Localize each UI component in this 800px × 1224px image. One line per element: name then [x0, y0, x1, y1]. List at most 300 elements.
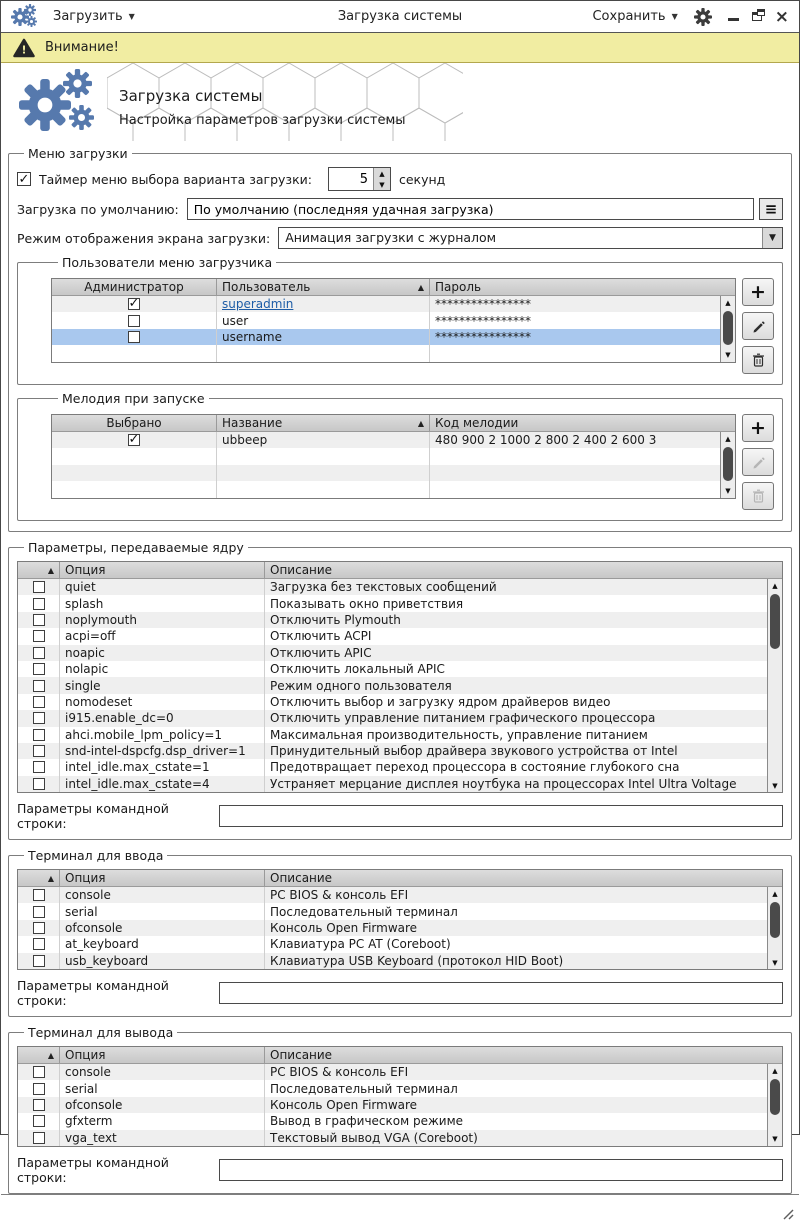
row-checkbox[interactable]: [33, 647, 45, 659]
scroll-up-button[interactable]: ▲: [772, 1066, 778, 1075]
melody-table-header: [52, 415, 735, 432]
table-row[interactable]: [18, 1064, 782, 1080]
table-row[interactable]: [18, 694, 782, 710]
row-checkbox[interactable]: [33, 630, 45, 642]
cell-option: [60, 776, 265, 792]
row-checkbox[interactable]: ✓: [128, 432, 140, 448]
display-mode-value: Анимация загрузки с журналом: [285, 230, 497, 245]
table-row[interactable]: [52, 312, 735, 328]
display-mode-select[interactable]: [278, 227, 783, 249]
row-checkbox[interactable]: [33, 955, 45, 967]
warning-banner: [1, 33, 799, 63]
scroll-up-button[interactable]: ▲: [725, 298, 731, 307]
table-row[interactable]: [18, 887, 782, 903]
column-header-option[interactable]: Опция: [60, 870, 265, 886]
table-row[interactable]: [52, 465, 735, 481]
cell-description: [265, 887, 782, 903]
cell-description-text: Отключить выбор и загрузку ядром драйверов видео: [270, 694, 611, 709]
kernel-params-table: [17, 561, 783, 793]
warning-text: Внимание!: [45, 40, 119, 55]
default-boot-label: Загрузка по умолчанию:: [17, 201, 179, 217]
add-user-button[interactable]: +: [742, 278, 774, 306]
kernel-table-header: [18, 562, 782, 579]
cell-option: [60, 579, 265, 595]
cell-password: [430, 345, 735, 361]
close-button[interactable]: ×: [774, 6, 789, 27]
table-row[interactable]: [18, 661, 782, 677]
cell-description: [265, 920, 782, 936]
row-checkbox[interactable]: [33, 938, 45, 950]
row-checkbox[interactable]: [33, 1066, 45, 1078]
column-header-code[interactable]: Код мелодии: [435, 416, 519, 430]
cell-option: [60, 612, 265, 628]
cell-description: [265, 953, 782, 969]
cell-description: [265, 595, 782, 611]
cell-description: [265, 579, 782, 595]
terminal-output-table: [17, 1046, 783, 1147]
spin-up-button[interactable]: ▲: [379, 169, 385, 178]
kernel-cmdline-row: [17, 801, 783, 831]
cell-option-text: ahci.mobile_lpm_policy=1: [65, 727, 223, 742]
table-row[interactable]: [18, 628, 782, 644]
cell-option: [60, 936, 265, 952]
display-mode-row: [17, 227, 783, 249]
cell-description: [265, 776, 782, 792]
resize-grip[interactable]: [780, 1206, 795, 1221]
cell-description: [265, 1130, 782, 1146]
table-row[interactable]: [18, 776, 782, 792]
scroll-thumb[interactable]: [723, 447, 733, 481]
cell-checkbox: [18, 953, 60, 969]
default-boot-menu-button[interactable]: [759, 198, 783, 220]
cell-description: [265, 903, 782, 919]
cell-description: [265, 677, 782, 693]
scroll-down-button[interactable]: ▼: [772, 781, 778, 790]
table-row[interactable]: [18, 595, 782, 611]
cell-option-text: nomodeset: [65, 694, 133, 709]
table-row[interactable]: [18, 759, 782, 775]
sort-ascending-icon: ▲: [47, 565, 54, 575]
cell-option-text: snd-intel-dspcfg.dsp_driver=1: [65, 744, 246, 759]
cell-option-text: nolapic: [65, 662, 109, 677]
cell-option: [60, 694, 265, 710]
page-title: Загрузка системы: [119, 87, 263, 105]
boot-menu-group: [8, 146, 792, 532]
cell-name-text: ubbeep: [222, 433, 268, 448]
timer-label: Таймер меню выбора варианта загрузки:: [39, 171, 312, 187]
startup-melody-legend: Мелодия при запуске: [62, 391, 205, 406]
cell-option-text: intel_idle.max_cstate=1: [65, 760, 210, 775]
scroll-down-button[interactable]: ▼: [725, 487, 731, 496]
cell-checkbox: [18, 887, 60, 903]
cell-admin: [52, 345, 217, 361]
terminal-output-cmdline-label: Параметры командной строки:: [17, 1154, 169, 1185]
settings-gear-icon[interactable]: [694, 8, 712, 26]
row-checkbox[interactable]: [33, 729, 45, 741]
add-melody-button[interactable]: +: [742, 414, 774, 442]
table-row[interactable]: [18, 727, 782, 743]
row-checkbox[interactable]: [33, 1083, 45, 1095]
boot-users-legend: Пользователи меню загрузчика: [62, 255, 273, 270]
cell-name: [217, 465, 430, 481]
column-header-description[interactable]: Описание: [270, 1048, 333, 1063]
melody-table-body: [52, 432, 735, 498]
cell-description: [265, 645, 782, 661]
row-checkbox[interactable]: [33, 1115, 45, 1127]
cell-description-text: Загрузка без текстовых сообщений: [270, 580, 497, 595]
cell-description: [265, 727, 782, 743]
cell-option: [60, 727, 265, 743]
column-header-check[interactable]: [18, 870, 60, 886]
terminal-input-legend: Терминал для ввода: [28, 848, 164, 864]
spin-down-button[interactable]: ▼: [379, 180, 385, 189]
boot-menu-legend: Меню загрузки: [28, 146, 128, 161]
save-menu-button[interactable]: [592, 9, 677, 24]
cell-checkbox: [18, 677, 60, 693]
user-link[interactable]: superadmin: [222, 297, 294, 312]
cell-checkbox: [18, 579, 60, 595]
row-checkbox[interactable]: [33, 1099, 45, 1111]
terminal-output-cmdline-input[interactable]: [219, 1159, 783, 1181]
cell-description: [265, 1080, 782, 1096]
cell-checkbox: [18, 1130, 60, 1146]
cell-checkbox: [18, 727, 60, 743]
page-subtitle: Настройка параметров загрузки системы: [119, 113, 406, 128]
load-menu-label: Загрузить: [53, 9, 123, 24]
row-checkbox[interactable]: [33, 778, 45, 790]
row-checkbox[interactable]: [33, 696, 45, 708]
vertical-scrollbar[interactable]: [767, 887, 782, 969]
terminal-output-header: [18, 1047, 782, 1064]
cell-checkbox: [18, 920, 60, 936]
vertical-scrollbar[interactable]: [720, 296, 735, 362]
row-checkbox[interactable]: [33, 889, 45, 901]
cell-user: [217, 312, 430, 328]
cell-option: [60, 903, 265, 919]
sort-ascending-icon: ▲: [417, 418, 424, 428]
scroll-track[interactable]: [768, 900, 782, 956]
cell-option-text: console: [65, 1065, 111, 1080]
sort-ascending-icon: ▲: [417, 282, 424, 292]
cell-checkbox: [18, 710, 60, 726]
timer-unit-label: секунд: [398, 171, 446, 187]
table-row[interactable]: [18, 1130, 782, 1146]
cell-description-text: PC BIOS & консоль EFI: [270, 888, 409, 903]
kernel-params-group: [8, 540, 792, 840]
table-row[interactable]: [18, 677, 782, 693]
cell-option-text: i915.enable_dc=0: [65, 711, 174, 726]
row-checkbox[interactable]: [33, 581, 45, 593]
edit-melody-button[interactable]: [742, 448, 774, 476]
kernel-cmdline-input[interactable]: [219, 805, 783, 827]
window-title: Загрузка системы: [337, 9, 463, 24]
table-row[interactable]: [52, 432, 735, 448]
chevron-down-icon: ▼: [671, 12, 678, 21]
row-checkbox[interactable]: [33, 680, 45, 692]
scroll-thumb[interactable]: [723, 311, 733, 345]
vertical-scrollbar[interactable]: [767, 1064, 782, 1146]
default-boot-row: [17, 198, 783, 220]
save-menu-label: Сохранить: [592, 9, 666, 24]
startup-melody-group: [17, 391, 783, 521]
cell-code-text: 480 900 2 1000 2 800 2 400 2 600 3: [435, 433, 657, 448]
row-checkbox[interactable]: [33, 906, 45, 918]
cell-checkbox: [18, 628, 60, 644]
column-header-admin[interactable]: Администратор: [52, 279, 217, 295]
cell-checkbox: [18, 743, 60, 759]
kernel-cmdline-label: Параметры командной строки:: [17, 801, 169, 832]
cell-option: [60, 1130, 265, 1146]
cell-description-text: Отключить управление питанием графического процессора: [270, 711, 656, 726]
row-checkbox[interactable]: [33, 712, 45, 724]
svg-text:!: !: [21, 43, 27, 56]
terminal-input-header: [18, 870, 782, 887]
cell-description: [265, 1113, 782, 1129]
terminal-input-cmdline-label: Параметры командной строки:: [17, 978, 169, 1009]
row-checkbox[interactable]: [33, 761, 45, 773]
cell-description: [265, 694, 782, 710]
cell-name: [217, 432, 430, 448]
cell-option-text: serial: [65, 1081, 98, 1096]
scroll-thumb[interactable]: [770, 902, 780, 938]
cell-option-text: splash: [65, 596, 104, 611]
cell-description-text: Принудительный выбор драйвера звукового устройства от Intel: [270, 744, 678, 759]
cell-selected: [52, 432, 217, 448]
cell-password: [430, 329, 735, 345]
display-mode-label: Режим отображения экрана загрузки:: [17, 230, 271, 246]
cell-description-text: Последовательный терминал: [270, 904, 458, 919]
cell-option: [60, 677, 265, 693]
row-checkbox[interactable]: [33, 598, 45, 610]
chevron-down-icon: ▼: [128, 12, 135, 21]
column-header-description[interactable]: Описание: [270, 871, 333, 886]
table-row[interactable]: [52, 345, 735, 361]
cell-checkbox: [18, 661, 60, 677]
warning-icon: [13, 38, 35, 58]
table-row[interactable]: [52, 481, 735, 497]
cell-description-text: Вывод в графическом режиме: [270, 1114, 464, 1129]
row-checkbox[interactable]: ✓: [128, 296, 140, 312]
column-header-password[interactable]: Пароль: [435, 280, 482, 294]
column-header-selected[interactable]: Выбрано: [52, 415, 217, 431]
cell-description-text: Консоль Open Firmware: [270, 1098, 418, 1112]
pencil-icon: [751, 319, 765, 333]
default-boot-input[interactable]: [187, 198, 754, 220]
cell-selected: [52, 465, 217, 481]
cell-selected: [52, 481, 217, 497]
cell-user: [217, 329, 430, 345]
cell-user-text: user: [222, 313, 249, 328]
sort-ascending-icon: ▲: [47, 1050, 54, 1060]
kernel-params-legend: Параметры, передаваемые ядру: [28, 540, 244, 555]
cell-option-text: usb_keyboard: [65, 953, 149, 968]
row-checkbox[interactable]: [33, 663, 45, 675]
cell-checkbox: [18, 694, 60, 710]
cell-checkbox: [18, 903, 60, 919]
trash-icon: [752, 353, 765, 367]
row-checkbox[interactable]: [33, 745, 45, 757]
cell-checkbox: [18, 1064, 60, 1080]
cell-selected: [52, 448, 217, 464]
cell-option: [60, 1080, 265, 1096]
terminal-input-cmdline-input[interactable]: [219, 982, 783, 1004]
cell-description: [265, 710, 782, 726]
table-row[interactable]: [18, 1113, 782, 1129]
cell-option: [60, 759, 265, 775]
timer-spinbox: [328, 167, 391, 191]
table-row[interactable]: [18, 612, 782, 628]
maximize-button[interactable]: [752, 12, 762, 21]
scroll-down-button[interactable]: ▼: [772, 1135, 778, 1144]
cell-description-text: Максимальная производительность, управление питанием: [270, 727, 648, 742]
table-row[interactable]: [18, 936, 782, 952]
table-row[interactable]: [52, 329, 735, 345]
cell-description-text: Консоль Open Firmware: [270, 921, 418, 936]
table-row[interactable]: [18, 743, 782, 759]
cell-option: [60, 645, 265, 661]
scroll-up-button[interactable]: ▲: [725, 434, 731, 443]
cell-option: [60, 595, 265, 611]
table-row[interactable]: [18, 920, 782, 936]
scroll-track[interactable]: [721, 445, 735, 485]
terminal-output-body: [18, 1064, 782, 1146]
cell-checkbox: [18, 595, 60, 611]
table-row[interactable]: [18, 579, 782, 595]
scroll-down-button[interactable]: ▼: [772, 958, 778, 967]
cell-option: [60, 920, 265, 936]
timer-checkbox[interactable]: ✓: [18, 172, 30, 187]
column-header-check[interactable]: [18, 562, 60, 578]
cell-description: [265, 743, 782, 759]
scroll-thumb[interactable]: [770, 594, 780, 649]
cell-option-text: gfxterm: [65, 1114, 113, 1129]
vertical-scrollbar[interactable]: [767, 579, 782, 792]
column-header-description[interactable]: Описание: [270, 563, 333, 577]
cell-option: [60, 743, 265, 759]
table-row[interactable]: [52, 448, 735, 464]
terminal-output-group: [8, 1025, 792, 1194]
cell-option-text: at_keyboard: [65, 937, 139, 952]
cell-code: [430, 481, 735, 497]
edit-user-button[interactable]: [742, 312, 774, 340]
terminal-output-legend: Терминал для вывода: [28, 1025, 174, 1041]
cell-admin: [52, 329, 217, 345]
cell-option-text: intel_idle.max_cstate=4: [65, 776, 210, 791]
cell-description-text: Клавиатура USB Keyboard (протокол HID Boot): [270, 953, 564, 968]
cell-option: [60, 1113, 265, 1129]
cell-checkbox: [18, 612, 60, 628]
row-checkbox[interactable]: [128, 315, 140, 327]
users-table: [51, 278, 736, 363]
table-row[interactable]: [18, 953, 782, 969]
trash-icon: [752, 489, 765, 503]
cell-option: [60, 710, 265, 726]
column-header-option[interactable]: Опция: [60, 1047, 265, 1063]
cell-password: [430, 296, 735, 312]
cell-option-text: acpi=off: [65, 629, 116, 644]
cell-user: [217, 296, 430, 312]
scroll-track[interactable]: [768, 1077, 782, 1133]
delete-melody-button[interactable]: [742, 482, 774, 510]
column-header-check[interactable]: [18, 1047, 60, 1063]
cell-option-text: ofconsole: [65, 1098, 123, 1112]
cell-description: [265, 628, 782, 644]
cell-user-text: username: [222, 329, 282, 344]
cell-description-text: Режим одного пользователя: [270, 678, 452, 693]
cell-name: [217, 481, 430, 497]
scroll-track[interactable]: [768, 592, 782, 779]
cell-user: [217, 345, 430, 361]
cell-description-text: Отключить локальный APIC: [270, 662, 445, 677]
cell-description-text: Отключить Plymouth: [270, 612, 401, 627]
table-row[interactable]: [18, 1080, 782, 1096]
page-header: [1, 63, 799, 141]
column-header-user[interactable]: Пользователь ▲: [217, 279, 430, 295]
cell-option: [60, 953, 265, 969]
cell-option-text: noplymouth: [65, 612, 137, 627]
column-header-name[interactable]: Название ▲: [217, 415, 430, 431]
cell-checkbox: [18, 936, 60, 952]
page-gears-icon: [17, 69, 107, 135]
title-bar: [1, 1, 799, 33]
vertical-scrollbar[interactable]: [720, 432, 735, 498]
cell-password-text: ****************: [435, 297, 531, 312]
minimize-button[interactable]: [728, 18, 739, 21]
scroll-up-button[interactable]: ▲: [772, 889, 778, 898]
cell-option: [60, 1097, 265, 1113]
table-row[interactable]: [18, 903, 782, 919]
cell-code: [430, 448, 735, 464]
cell-checkbox: [18, 1080, 60, 1096]
table-row[interactable]: [52, 296, 735, 312]
pencil-icon: [751, 455, 765, 469]
cell-description: [265, 1064, 782, 1080]
scroll-down-button[interactable]: ▼: [725, 351, 731, 360]
cell-description-text: Отключить APIC: [270, 645, 372, 660]
cell-option-text: noapic: [65, 645, 105, 660]
cell-option-text: vga_text: [65, 1130, 117, 1145]
cell-option-text: ofconsole: [65, 921, 123, 936]
cell-option: [60, 661, 265, 677]
scroll-thumb[interactable]: [770, 1079, 780, 1115]
cell-description: [265, 759, 782, 775]
scroll-up-button[interactable]: ▲: [772, 581, 778, 590]
timer-value-input[interactable]: [329, 168, 373, 190]
load-menu-button[interactable]: [53, 9, 135, 24]
terminal-input-table: [17, 869, 783, 970]
terminal-output-cmdline-row: [17, 1155, 783, 1185]
cell-description-text: Последовательный терминал: [270, 1081, 458, 1096]
cell-password-text: ****************: [435, 329, 531, 344]
table-row[interactable]: [18, 710, 782, 726]
cell-description: [265, 661, 782, 677]
dropdown-button[interactable]: ▼: [762, 228, 782, 248]
users-table-header: [52, 279, 735, 296]
cell-name: [217, 448, 430, 464]
cell-description-text: Клавиатура PC AT (Coreboot): [270, 937, 451, 952]
table-row[interactable]: [18, 645, 782, 661]
column-header-option[interactable]: Опция: [60, 562, 265, 578]
row-checkbox[interactable]: [128, 331, 140, 343]
row-checkbox[interactable]: [33, 922, 45, 934]
delete-user-button[interactable]: [742, 346, 774, 374]
main-content: [1, 141, 799, 1194]
sort-ascending-icon: ▲: [47, 873, 54, 883]
scroll-track[interactable]: [721, 309, 735, 349]
table-row[interactable]: [18, 1097, 782, 1113]
row-checkbox[interactable]: [33, 614, 45, 626]
row-checkbox[interactable]: [33, 1132, 45, 1144]
